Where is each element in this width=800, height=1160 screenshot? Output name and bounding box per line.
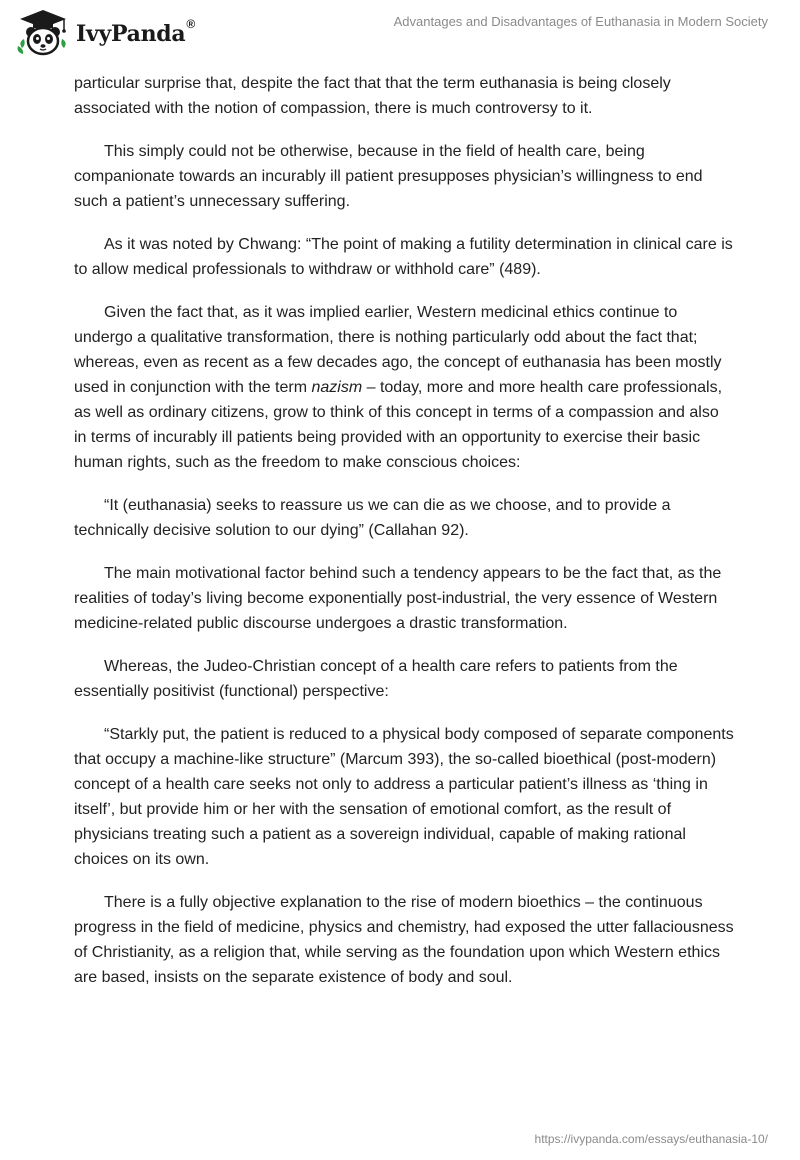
paragraph — [74, 300, 734, 475]
paragraph: As it was noted by Chwang: “The point of making a futility determination in clinical care is to allow medical professionals to withdraw or withhold care” (489). — [74, 236, 733, 278]
paragraph-text: Given the fact that, as it was implied earlier, Western medicinal ethics continue to undergo a qualitative transformation, there is nothing particularly odd about the fact that; whereas, even as recent as a few decades ago, the concept of euthanasia has been mostly used in conjunction with the term — [74, 304, 722, 396]
brand-name: IvyPanda® — [76, 17, 195, 47]
paragraph: The main motivational factor behind such a tendency appears to be the fact that, as the realities of today’s living become exponentially post-industrial, the very essence of Western medicine-related public discourse undergoes a drastic transformation. — [74, 565, 722, 632]
source-url-link[interactable]: https://ivypanda.com/essays/euthanasia-10/ — [534, 1132, 768, 1146]
paragraph: Whereas, the Judeo-Christian concept of a health care refers to patients from the essentially positivist (functional) perspective: — [74, 658, 678, 700]
ivypanda-logo[interactable] — [14, 8, 195, 58]
paragraph: There is a fully objective explanation to the rise of modern bioethics – the continuous progress in the field of medicine, physics and chemistry, had exposed the utter fallaciousness of Christianity, as a religion that, while serving as the foundation upon which Western ethics are based, insists on the separate existence of body and soul. — [74, 894, 734, 986]
paragraph: This simply could not be otherwise, because in the field of health care, being companionate towards an incurably ill patient presupposes physician’s willingness to end such a patient’s unnecessary suffering. — [74, 143, 703, 210]
page-header — [0, 0, 800, 70]
panda-graduation-cap-icon — [14, 8, 72, 58]
registered-mark: ® — [186, 17, 195, 31]
paragraph-text: – today, more and more health care professionals, as well as ordinary citizens, grow to think of this concept in terms of a compassion and also in terms of incurably ill patients being provided with an opportunity to exercise their basic human rights, such as the freedom to make conscious choices: — [74, 379, 723, 471]
paragraph: particular surprise that, despite the fact that that the term euthanasia is being closely associated with the notion of compassion, there is much controversy to it. — [74, 75, 671, 117]
quote-paragraph: “It (euthanasia) seeks to reassure us we can die as we choose, and to provide a technically decisive solution to our dying” (Callahan 92). — [74, 497, 671, 539]
document-title: Advantages and Disadvantages of Euthanasia in Modern Society — [393, 14, 768, 29]
emphasized-term: nazism — [311, 379, 363, 396]
essay-body — [74, 71, 734, 1008]
quote-paragraph: “Starkly put, the patient is reduced to a physical body composed of separate components that occupy a machine-like structure” (Marcum 393), the so-called bioethical (post-modern) concept of a health care seeks not only to address a particular patient’s illness as ‘thing in itself’, but provide him or her with the sensation of emotional comfort, as the result of physicians treating such a patient as a sovereign individual, capable of making rational choices on its own. — [74, 726, 734, 868]
